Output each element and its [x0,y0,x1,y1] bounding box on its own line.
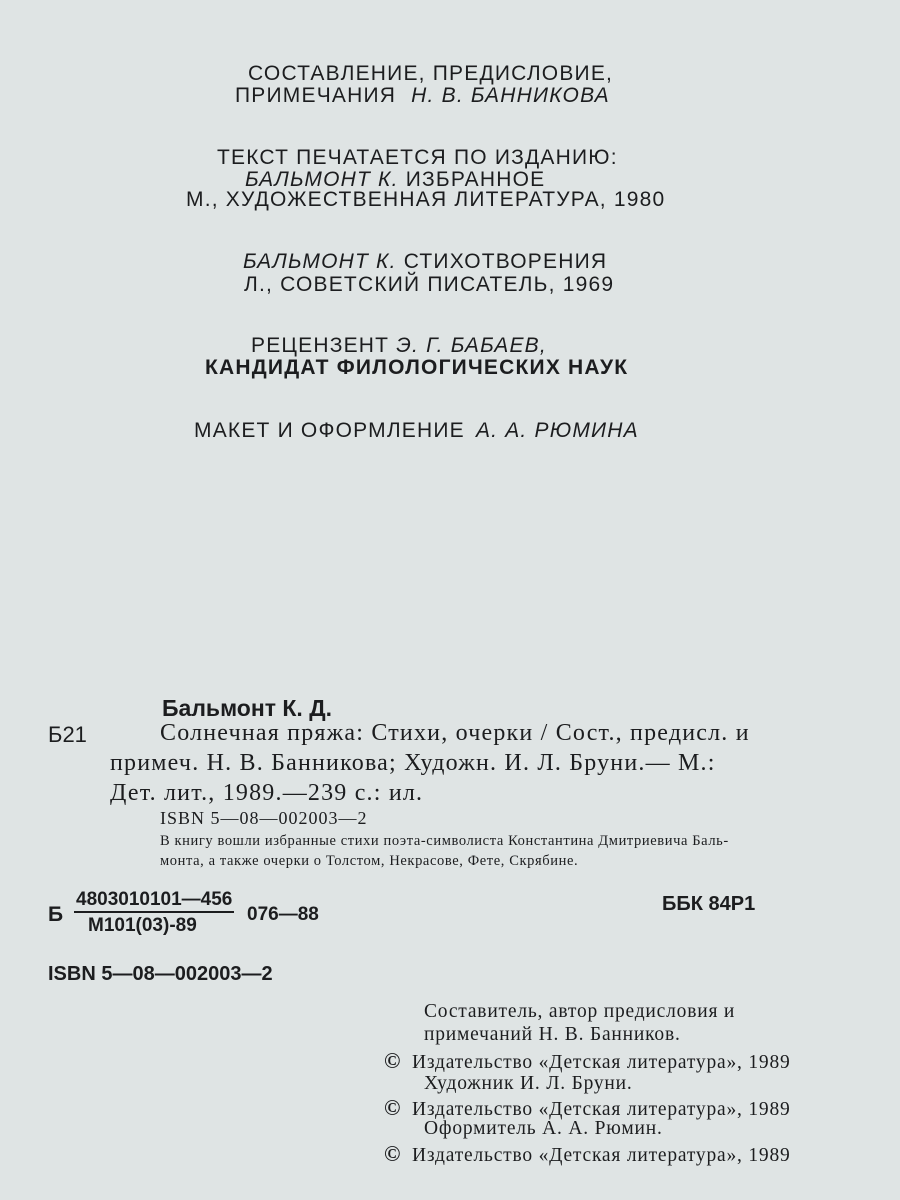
copyright-line-6: Оформитель А. А. Рюмин. [424,1118,663,1139]
layout-name: А. А. РЮМИНА [475,419,639,442]
source-line-3: М., ХУДОЖЕСТВЕННАЯ ЛИТЕРАТУРА, 1980 [186,188,666,211]
copyright-line-2: примечаний Н. В. Банников. [424,1024,681,1045]
catalog-author: Бальмонт К. Д. [162,695,332,721]
compiler-label: ПРИМЕЧАНИЯ [235,84,397,107]
copyright-line-4: Художник И. Л. Бруни. [424,1073,633,1094]
reviewer-line-2: КАНДИДАТ ФИЛОЛОГИЧЕСКИХ НАУК [205,356,629,379]
source-title: ИЗБРАННОЕ [405,168,546,191]
index-denominator: М101(03)-89 [88,915,197,936]
layout-line [194,418,639,444]
source2-author: БАЛЬМОНТ К. [243,250,397,273]
index-suffix: 076—88 [247,904,319,925]
source2-title: СТИХОТВОРЕНИЯ [403,250,608,273]
layout-label: МАКЕТ И ОФОРМЛЕНИЕ [194,419,465,442]
source-author: БАЛЬМОНТ К. [245,168,399,191]
compiler-line-2 [235,83,610,109]
compiler-name: Н. В. БАННИКОВА [411,84,610,107]
reviewer-name: Э. Г. БАБАЕВ, [396,334,547,357]
source2-line-2: Л., СОВЕТСКИЙ ПИСАТЕЛЬ, 1969 [244,273,615,296]
copyright-line-3 [384,1048,791,1074]
catalog-desc-line-3: Дет. лит., 1989.—239 с.: ил. [110,780,424,806]
isbn-main: ISBN 5—08—002003—2 [48,963,273,985]
bbk-code: ББК 84Р1 [662,893,756,915]
catalog-isbn-small: ISBN 5—08—002003—2 [160,808,368,828]
annotation-line-1: В книгу вошли избранные стихи поэта-символиста Константина Дмитриевича Баль- [160,833,729,849]
reviewer-label: РЕЦЕНЗЕНТ [251,334,390,357]
copyright-publisher-3: Издательство «Детская литература», 1989 [412,1145,791,1166]
catalog-desc-line-1: Солнечная пряжа: Стихи, очерки / Сост., предисл. и [160,720,750,746]
copyright-symbol: © [384,1095,402,1120]
copyright-publisher-1: Издательство «Детская литература», 1989 [412,1052,791,1073]
index-letter: Б [48,903,64,926]
copyright-publisher-2: Издательство «Детская литература», 1989 [412,1099,791,1120]
copyright-symbol: © [384,1141,402,1166]
copyright-symbol: © [384,1048,402,1073]
copyright-line-1: Составитель, автор предисловия и [424,1001,736,1022]
index-numerator: 4803010101—456 [74,889,234,913]
catalog-desc-line-2: примеч. Н. В. Банникова; Художн. И. Л. Бруни.— М.: [110,750,716,776]
annotation-line-2: монта, а также очерки о Толстом, Некрасове, Фете, Скрябине. [160,853,579,869]
compiler-line-1: СОСТАВЛЕНИЕ, ПРЕДИСЛОВИЕ, [248,62,614,85]
source-line-1: ТЕКСТ ПЕЧАТАЕТСЯ ПО ИЗДАНИЮ: [217,146,618,169]
catalog-code: Б21 [48,722,87,747]
copyright-line-7 [384,1141,791,1167]
